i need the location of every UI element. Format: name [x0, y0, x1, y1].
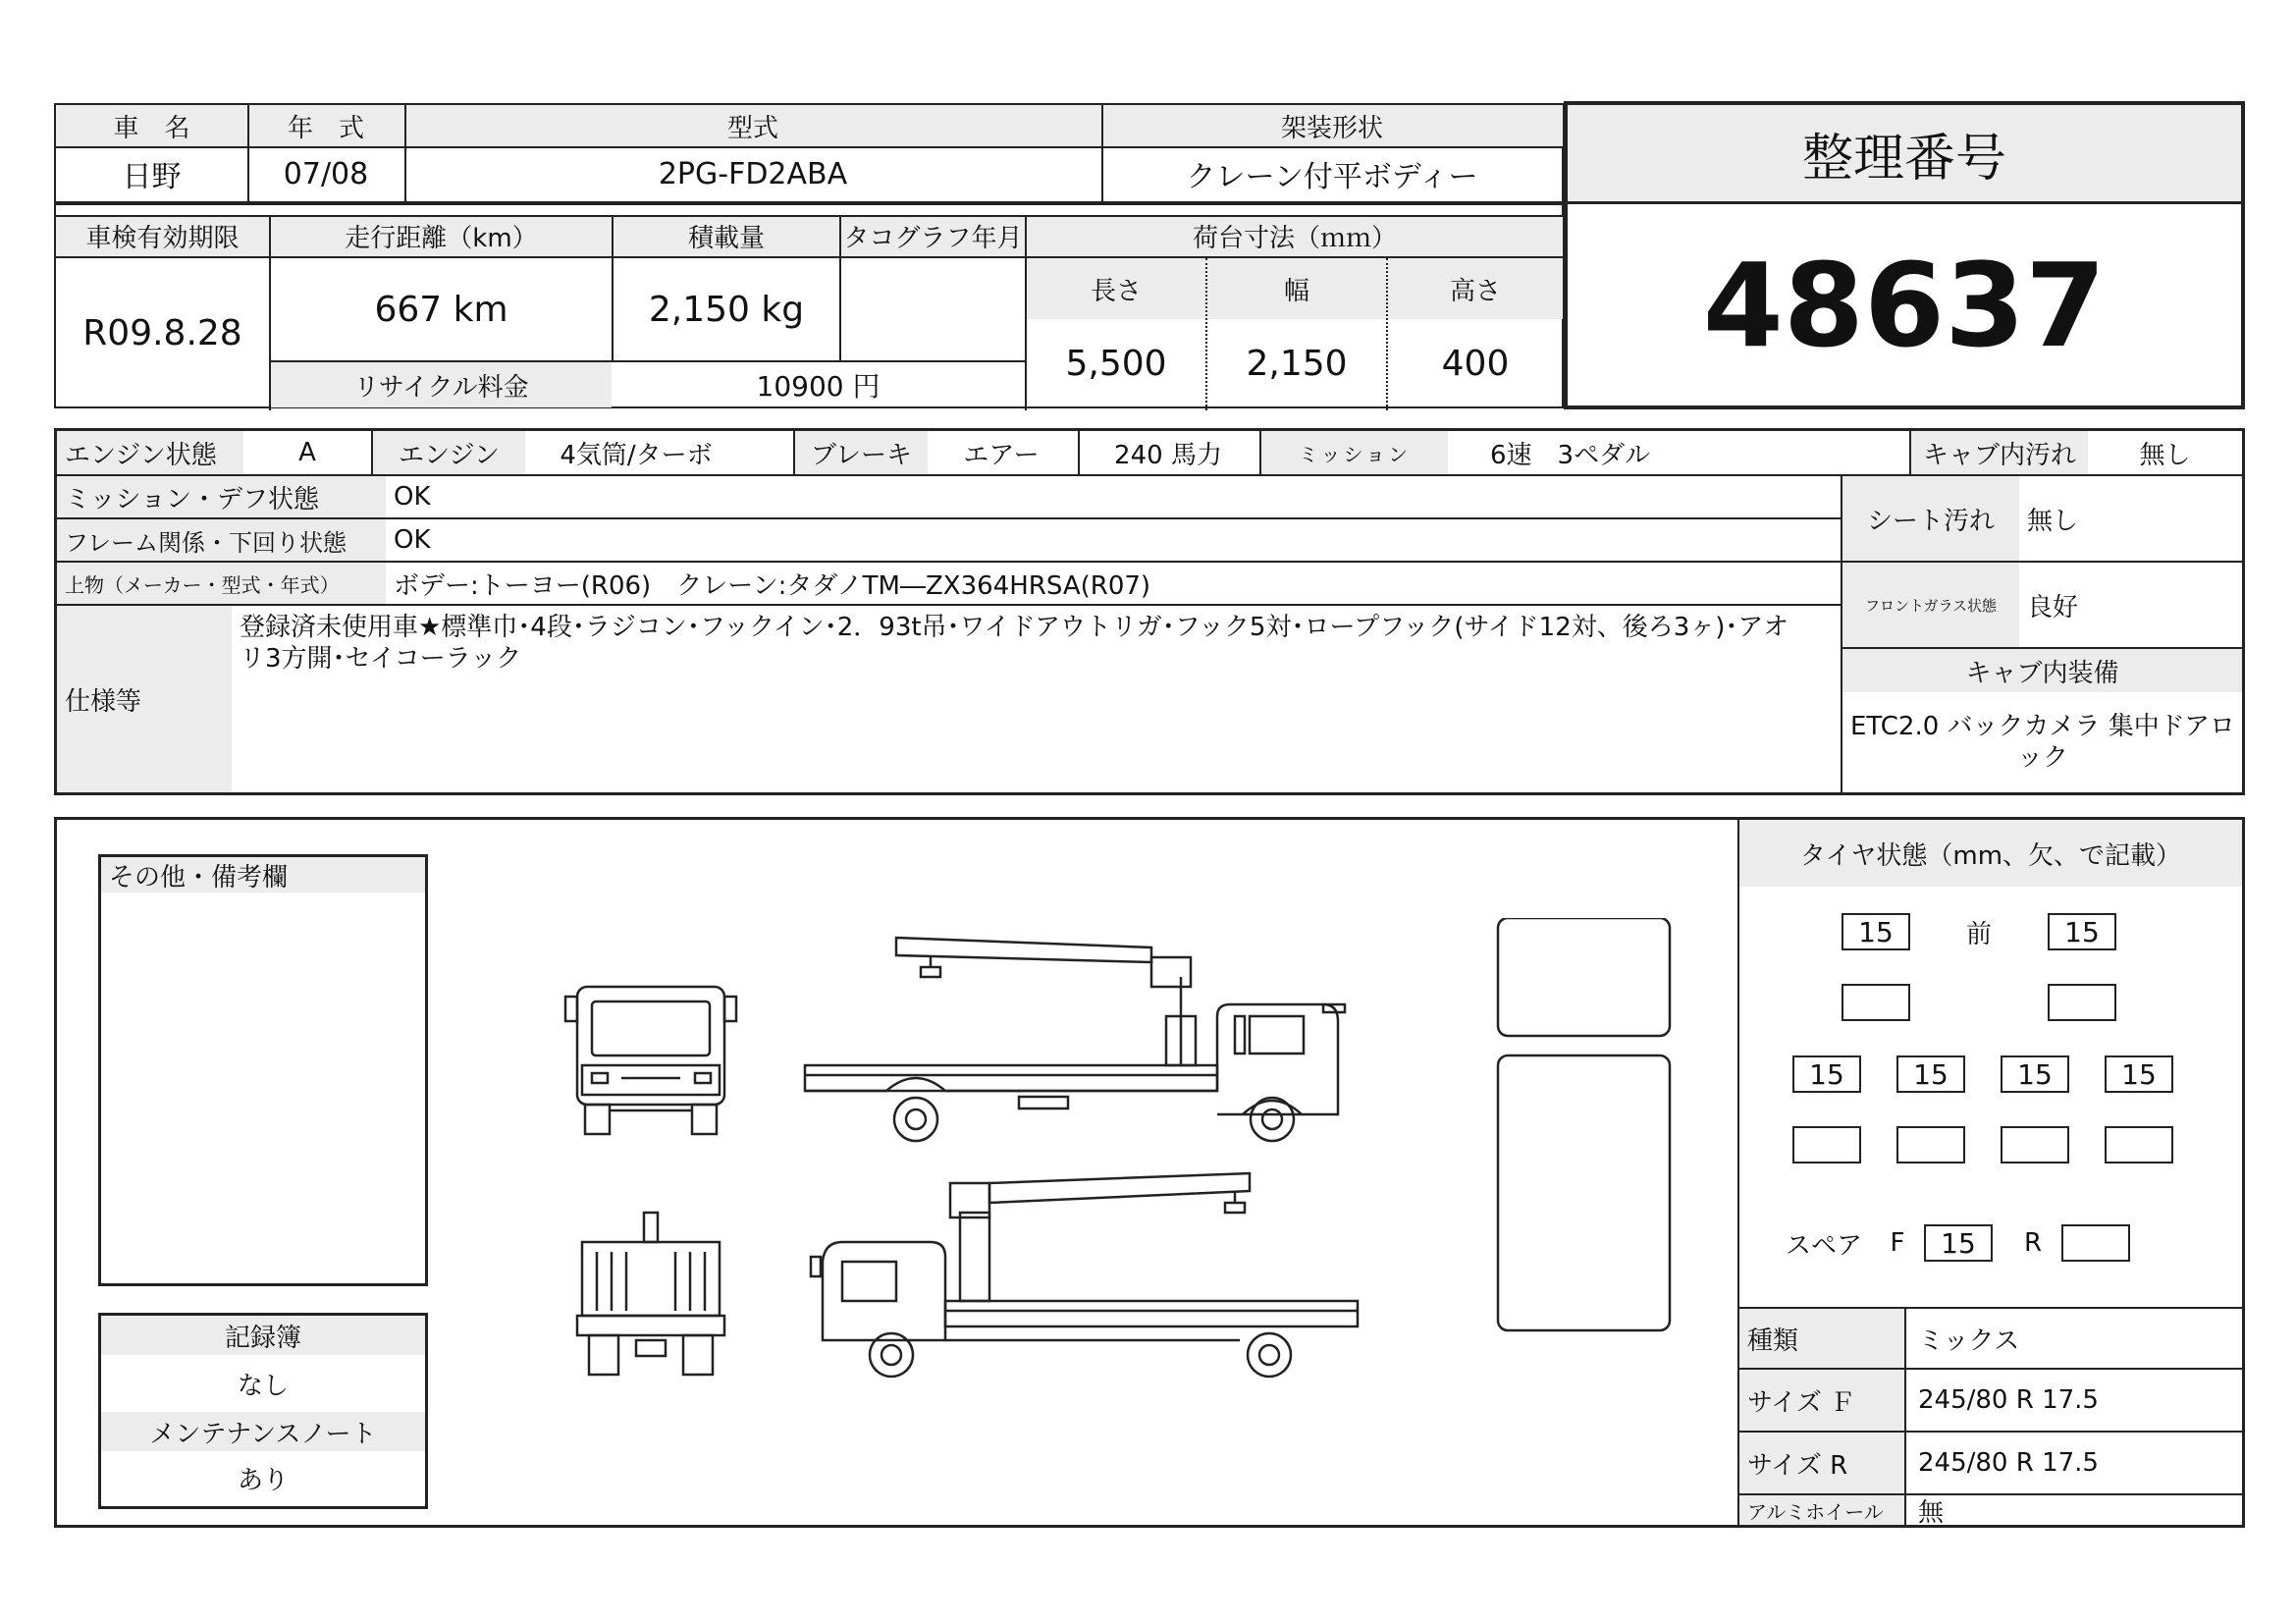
- condition-table: [54, 428, 2245, 795]
- truck-top-view-cab-icon: [1498, 918, 1670, 1036]
- spec-value: 登録済未使用車★標準巾･4段･ラジコン･フックイン･2．93t吊･ワイドアウトリガ･フック5対･ロープフック(サイド12対、後ろ3ヶ)･アオリ3方開･セイコーラック: [240, 613, 1789, 674]
- length-value: 5,500: [1065, 343, 1167, 384]
- model-label: 型式: [404, 105, 1101, 146]
- remarks-box: [98, 854, 428, 1286]
- record-value: なし: [237, 1371, 289, 1401]
- windshield-label: フロントガラス状態: [1842, 563, 2019, 647]
- tacho-value: [841, 258, 1025, 360]
- record-book-box: [98, 1313, 428, 1509]
- vehicle-name: 日野: [122, 160, 182, 194]
- height-label: 高さ: [1388, 258, 1563, 319]
- mileage-value: 667 km: [374, 289, 508, 330]
- year-value: 07/08: [283, 156, 369, 191]
- front-label: 前: [1965, 919, 1992, 949]
- engine-label: エンジン: [373, 431, 525, 474]
- frame-label: フレーム関係・下回り状態: [57, 519, 386, 561]
- truck-diagram: [538, 918, 1686, 1389]
- tire-condition-title: タイヤ状態（mm、欠、で記載）: [1739, 820, 2242, 887]
- model-value: 2PG-FD2ABA: [658, 156, 848, 191]
- truck-front-view-icon: [565, 987, 736, 1134]
- brake-label: ブレーキ: [795, 431, 928, 474]
- spare-f-label: F: [1890, 1228, 1905, 1258]
- width-value: 2,150: [1246, 343, 1348, 384]
- tire-rear-3: 15: [2001, 1055, 2069, 1093]
- reference-number-label: 整理番号: [1568, 105, 2241, 201]
- cab-dirt-label: キャブ内汚れ: [1911, 431, 2088, 474]
- tire-size-f-label: サイズ Ｆ: [1739, 1370, 1904, 1431]
- spec-label: 仕様等: [57, 606, 232, 792]
- truck-rear-view-icon: [577, 1213, 724, 1375]
- spare-label: スペア: [1785, 1230, 1862, 1261]
- upper-value: ボデー:トーヨー(R06) クレーン:タダノTM―ZX364HRSA(R07): [394, 570, 1151, 601]
- cab-dirt-value: 無し: [2139, 440, 2191, 470]
- width-label: 幅: [1207, 258, 1386, 319]
- record-label: 記録簿: [101, 1316, 425, 1355]
- engine-value: 4気筒/ターボ: [560, 440, 713, 470]
- windshield-value: 良好: [2027, 592, 2079, 622]
- cab-equip-label: キャブ内装備: [1842, 649, 2242, 692]
- mission-diff-label: ミッション・デフ状態: [57, 476, 386, 517]
- cab-equip-value: [1846, 694, 2239, 790]
- maintenance-label: メンテナンスノート: [101, 1412, 425, 1451]
- height-value: 400: [1441, 343, 1510, 384]
- engine-state-label: エンジン状態: [57, 431, 243, 474]
- tire-rear-2: 15: [1896, 1055, 1965, 1093]
- mission-value: 6速 3ペダル: [1490, 440, 1651, 470]
- remarks-label: その他・備考欄: [101, 857, 425, 893]
- engine-state: A: [298, 438, 316, 467]
- tire-rear-1: 15: [1792, 1055, 1861, 1093]
- tire-spare-front: 15: [1924, 1224, 1993, 1262]
- body-type-label: 架装形状: [1101, 105, 1563, 146]
- frame-value: OK: [394, 525, 431, 555]
- upper-label: 上物（メーカー・型式・年式）: [57, 563, 386, 604]
- bottom-panel: [54, 817, 2245, 1528]
- mission-label: ミッション: [1261, 431, 1448, 474]
- load-label: 積載量: [614, 215, 839, 256]
- tire-rear-inner-3: [2001, 1126, 2069, 1163]
- tire-rear-4: 15: [2105, 1055, 2173, 1093]
- truck-side-view-left-icon: [811, 1173, 1358, 1377]
- inspection-label: 車検有効期限: [56, 215, 269, 256]
- brake-value: エアー: [963, 440, 1040, 470]
- tacho-label: タコグラフ年月: [841, 215, 1025, 256]
- cab-equip-text: ETC2.0 バックカメラ 集中ドアロック: [1849, 712, 2236, 773]
- tire-kind-value: ミックス: [1918, 1325, 2020, 1356]
- reference-number-box: [1564, 101, 2245, 409]
- alloy-wheel-label: アルミホイール: [1739, 1495, 1904, 1525]
- tire-spare-rear: [2061, 1224, 2130, 1262]
- horsepower: 240 馬力: [1114, 440, 1222, 470]
- tire-front-right: 15: [2048, 913, 2116, 950]
- length-label: 長さ: [1027, 258, 1205, 319]
- year-label: 年 式: [247, 105, 404, 146]
- spare-r-label: R: [2023, 1228, 2043, 1258]
- remarks-value: [109, 900, 417, 1273]
- truck-side-view-right-icon: [805, 938, 1345, 1141]
- seat-dirt-label: シート汚れ: [1842, 476, 2019, 561]
- mission-diff-value: OK: [394, 482, 431, 512]
- alloy-wheel-value: 無: [1918, 1497, 1945, 1525]
- tire-size-r-label: サイズ R: [1739, 1433, 1904, 1493]
- vehicle-name-label: 車 名: [56, 105, 247, 146]
- cargo-size-label: 荷台寸法（ｍｍ）: [1027, 215, 1563, 256]
- tire-rear-inner-4: [2105, 1126, 2173, 1163]
- tire-front-right-inner: [2048, 984, 2116, 1021]
- recycle-label: リサイクル料金: [271, 362, 612, 407]
- tire-front-left-inner: [1842, 984, 1910, 1021]
- vehicle-summary-table: [54, 103, 1564, 408]
- seat-dirt-value: 無し: [2027, 506, 2079, 536]
- tire-front-left: 15: [1842, 913, 1910, 950]
- tire-rear-inner-2: [1896, 1126, 1965, 1163]
- body-type-value: クレーン付平ボディー: [1186, 160, 1478, 194]
- tire-size-f-value: 245/80 R 17.5: [1918, 1385, 2099, 1415]
- tire-size-r-value: 245/80 R 17.5: [1918, 1448, 2099, 1478]
- recycle-value: 10900 円: [756, 370, 881, 403]
- reference-number: 48637: [1702, 238, 2107, 373]
- tire-rear-inner-1: [1792, 1126, 1861, 1163]
- truck-top-view-bed-icon: [1498, 1055, 1670, 1330]
- maintenance-value: あり: [237, 1465, 289, 1495]
- load-value: 2,150 kg: [648, 289, 805, 330]
- mileage-label: 走行距離（km）: [271, 215, 612, 256]
- tire-kind-label: 種類: [1739, 1309, 1904, 1368]
- inspection-value: R09.8.28: [82, 312, 242, 353]
